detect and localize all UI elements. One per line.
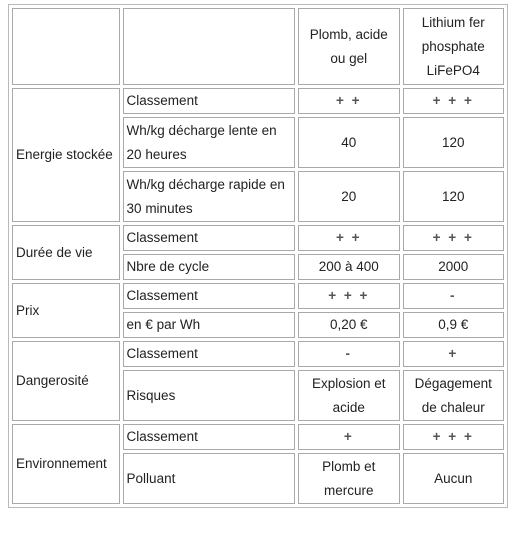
cell-lead-acid: Explosion et acide — [298, 370, 399, 421]
row-label: Classement — [123, 341, 296, 367]
header-empty-criterion — [123, 8, 296, 85]
cell-lifepo4: 120 — [403, 171, 504, 222]
cell-lead-acid: - — [298, 341, 399, 367]
row-label: Risques — [123, 370, 296, 421]
cell-lifepo4: 0,9 € — [403, 312, 504, 338]
table-row — [12, 88, 504, 114]
cell-lead-acid: + + — [298, 88, 399, 114]
row-label: Wh/kg décharge lente en 20 heures — [123, 117, 296, 168]
row-label: Classement — [123, 283, 296, 309]
header-row — [12, 8, 504, 85]
cell-lifepo4: Aucun — [403, 453, 504, 504]
row-label: Classement — [123, 225, 296, 251]
cell-lifepo4: + + + — [403, 424, 504, 450]
cell-lead-acid: + + + — [298, 283, 399, 309]
category-environnement: Environnement — [12, 424, 120, 504]
row-label: Nbre de cycle — [123, 254, 296, 280]
cell-lifepo4: Dégagement de chaleur — [403, 370, 504, 421]
cell-lifepo4: + + + — [403, 88, 504, 114]
table-row — [12, 424, 504, 450]
row-label: Classement — [123, 424, 296, 450]
table-row — [12, 225, 504, 251]
cell-lead-acid: 40 — [298, 117, 399, 168]
row-label: en € par Wh — [123, 312, 296, 338]
cell-lead-acid: Plomb et mercure — [298, 453, 399, 504]
cell-lead-acid: + — [298, 424, 399, 450]
row-label: Polluant — [123, 453, 296, 504]
cell-lead-acid: 20 — [298, 171, 399, 222]
cell-lead-acid: 200 à 400 — [298, 254, 399, 280]
category-danger: Dangerosité — [12, 341, 120, 421]
cell-lead-acid: + + — [298, 225, 399, 251]
header-col-lifepo4: Lithium fer phosphate LiFePO4 — [403, 8, 504, 85]
cell-lifepo4: - — [403, 283, 504, 309]
category-duree: Durée de vie — [12, 225, 120, 280]
category-prix: Prix — [12, 283, 120, 338]
cell-lifepo4: 120 — [403, 117, 504, 168]
row-label: Wh/kg décharge rapide en 30 minutes — [123, 171, 296, 222]
category-energie: Energie stockée — [12, 88, 120, 222]
cell-lead-acid: 0,20 € — [298, 312, 399, 338]
table-row — [12, 341, 504, 367]
header-col-lead-acid: Plomb, acide ou gel — [298, 8, 399, 85]
header-empty-category — [12, 8, 120, 85]
cell-lifepo4: 2000 — [403, 254, 504, 280]
comparison-table — [8, 4, 508, 508]
cell-lifepo4: + + + — [403, 225, 504, 251]
row-label: Classement — [123, 88, 296, 114]
cell-lifepo4: + — [403, 341, 504, 367]
table-row — [12, 283, 504, 309]
